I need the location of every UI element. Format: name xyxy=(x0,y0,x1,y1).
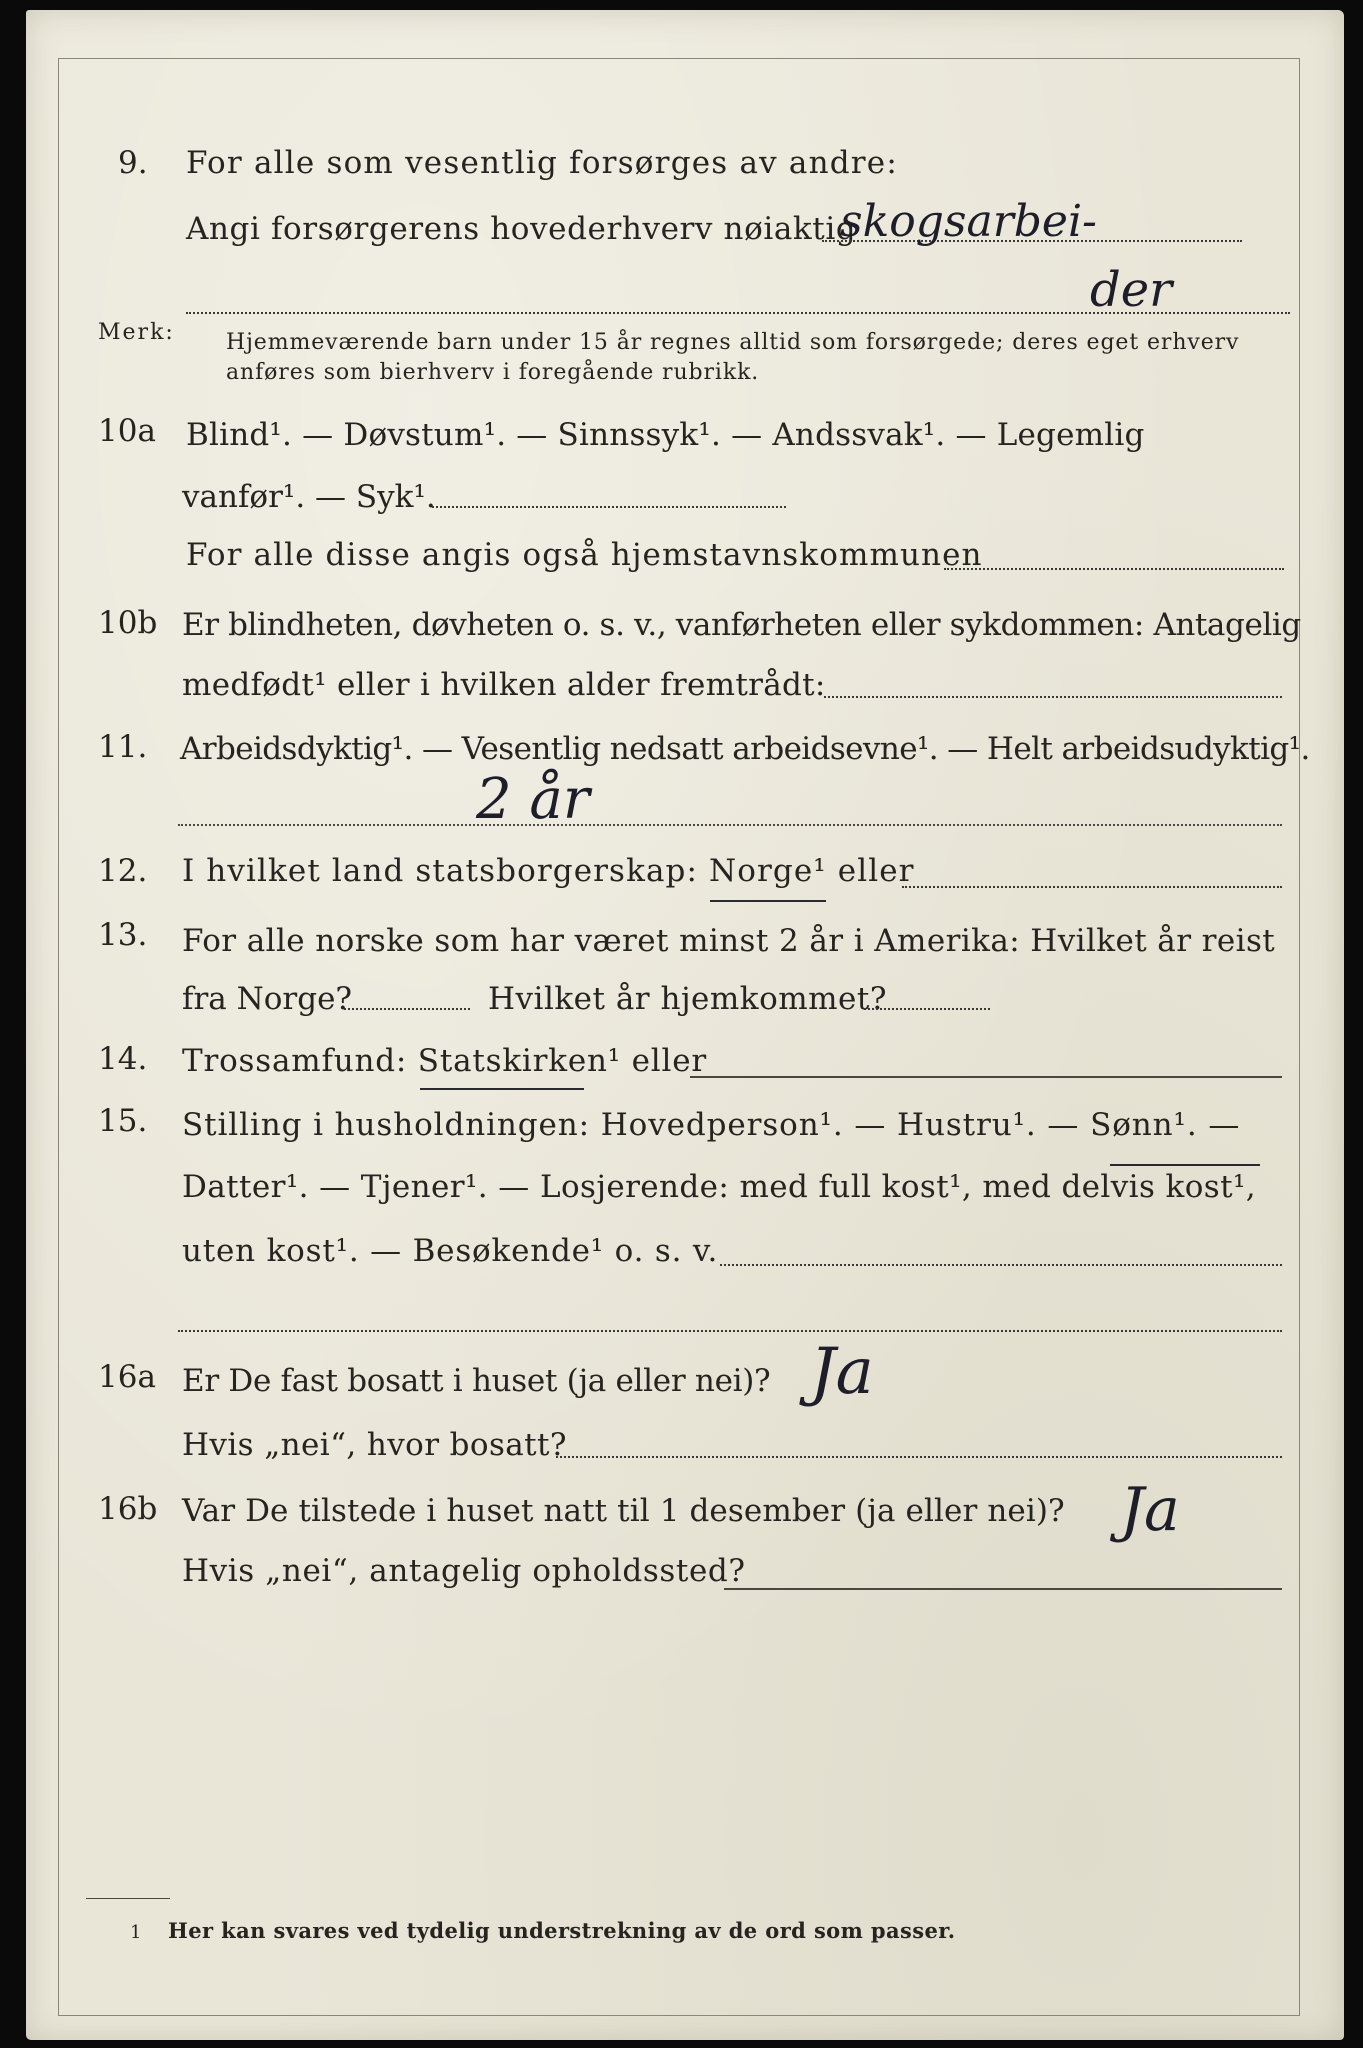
q16a-number: 16a xyxy=(98,1359,156,1395)
q11-answer-line[interactable] xyxy=(178,824,1282,826)
note-text-line2: anføres som bierhverv i foregående rubrikk. xyxy=(226,360,760,385)
q14-statskirken-underline xyxy=(420,1088,584,1090)
q10a-answer-line-kommune[interactable] xyxy=(944,568,1284,570)
q16a-text-line1: Er De fast bosatt i huset (ja eller nei)? xyxy=(182,1363,771,1399)
q10b-answer-line[interactable] xyxy=(824,696,1282,698)
q13-answer-line-hjemkommet[interactable] xyxy=(864,1008,990,1010)
q10b-number: 10b xyxy=(98,605,158,641)
q15-number: 15. xyxy=(98,1103,148,1139)
note-label: Merk: xyxy=(98,320,175,345)
q10a-text-line3: For alle disse angis også hjemstavnskommunen xyxy=(186,537,983,573)
q10a-number: 10a xyxy=(98,413,156,449)
q10a-text-line1: Blind¹. — Døvstum¹. — Sinnssyk¹. — Andssvak¹. — Legemlig xyxy=(186,417,1145,453)
q9-handwritten-answer2: der xyxy=(1090,262,1173,318)
q15-text-line1: Stilling i husholdningen: Hovedperson¹. — Hustru¹. — Sønn¹. — xyxy=(182,1107,1241,1143)
q16b-text-line1: Var De tilstede i huset natt til 1 desember (ja eller nei)? xyxy=(182,1493,1065,1529)
q9-handwritten-answer1: skogsarbei- xyxy=(840,196,1097,247)
q15-text-line3: uten kost¹. — Besøkende¹ o. s. v. xyxy=(182,1233,719,1269)
q15-answer-line2[interactable] xyxy=(178,1330,1282,1332)
q16b-text-line2: Hvis „nei“, antagelig opholdssted? xyxy=(182,1553,746,1589)
q16b-number: 16b xyxy=(98,1491,158,1527)
q15-answer-line1[interactable] xyxy=(720,1264,1282,1266)
q9-text-line1: For alle som vesentlig forsørges av andre: xyxy=(186,145,898,181)
q12-text-line1: I hvilket land statsborgerskap: Norge¹ eller xyxy=(182,853,915,889)
q16a-handwritten-answer: Ja xyxy=(810,1335,874,1409)
q13-text-line2b: Hvilket år hjemkommet? xyxy=(488,981,887,1017)
q15-text-line2: Datter¹. — Tjener¹. — Losjerende: med full kost¹, med delvis kost¹, xyxy=(182,1169,1257,1205)
footnote-divider xyxy=(86,1898,170,1899)
q14-text-line1: Trossamfund: Statskirken¹ eller xyxy=(182,1043,707,1079)
q10a-text-line2: vanfør¹. — Syk¹. xyxy=(182,479,436,515)
note-text-line1: Hjemmeværende barn under 15 år regnes alltid som forsørgede; deres eget erhverv xyxy=(226,330,1240,355)
q11-text-line1: Arbeidsdyktig¹. — Vesentlig nedsatt arbeidsevne¹. — Helt arbeidsudyktig¹. xyxy=(180,731,1310,767)
q10a-answer-line-syk[interactable] xyxy=(432,506,786,508)
q10b-text-line1: Er blindheten, døvheten o. s. v., vanførheten eller sykdommen: Antagelig xyxy=(182,607,1301,643)
q14-number: 14. xyxy=(98,1041,148,1077)
q10b-text-line2: medfødt¹ eller i hvilken alder fremtrådt: xyxy=(182,667,826,703)
q12-norge-underline xyxy=(710,900,826,902)
q12-number: 12. xyxy=(98,853,148,889)
q16b-answer-line[interactable] xyxy=(724,1588,1282,1590)
q16b-handwritten-answer: Ja xyxy=(1120,1475,1180,1545)
footnote-mark: 1 xyxy=(130,1922,142,1943)
q11-number: 11. xyxy=(98,729,148,765)
q16a-answer-line[interactable] xyxy=(556,1456,1282,1458)
q9-number: 9. xyxy=(118,145,148,181)
q11-handwritten-answer: 2 år xyxy=(476,767,590,832)
q12-answer-line[interactable] xyxy=(902,886,1282,888)
q13-text-line2a: fra Norge? xyxy=(182,981,353,1017)
q13-text-line1: For alle norske som har været minst 2 år i Amerika: Hvilket år reist xyxy=(182,923,1276,959)
q9-text-line2: Angi forsørgerens hovederhverv nøiaktig xyxy=(186,211,857,247)
q13-number: 13. xyxy=(98,917,148,953)
q16a-text-line2: Hvis „nei“, hvor bosatt? xyxy=(182,1427,567,1463)
footnote-text: Her kan svares ved tydelig understrekning av de ord som passer. xyxy=(168,1918,956,1943)
q15-sonn-underline xyxy=(1110,1164,1260,1166)
q13-answer-line-reist[interactable] xyxy=(344,1008,470,1010)
q14-answer-line[interactable] xyxy=(690,1076,1282,1078)
